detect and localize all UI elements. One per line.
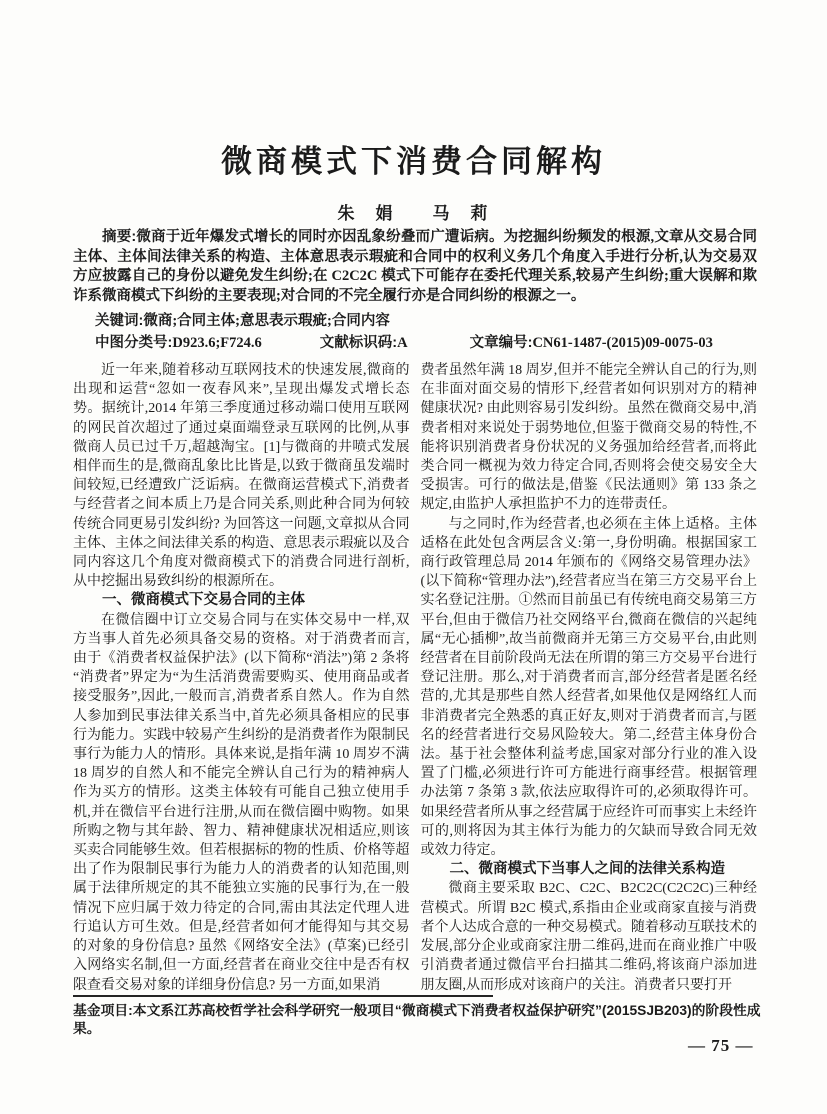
section-heading: 一、微商模式下交易合同的主体 <box>102 592 305 609</box>
page-number: — 75 — <box>688 1036 754 1055</box>
left-column <box>73 361 410 995</box>
keywords-text: 微商;合同主体;意思表示瑕疵;合同内容 <box>143 313 390 329</box>
section-heading: 二、微商模式下当事人之间的法律关系构造 <box>449 861 725 878</box>
body-paragraph: 近一年来,随着移动互联网技术的快速发展,微商的出现和运营“忽如一夜春风来”,呈现出爆发式增长态势。据统计,2014 年第三季度通过移动端口使用互联网的网民首次超过了通过桌面端登录互联网的比例,从事微商人员已过千万,超越淘宝。[1]与微商的井喷式发展相伴而生的是,微商乱象比比皆是,以致于微商虽发端时间较短,已经遭致广泛诟病。在微商运营模式下,消费者与经营者之间本质上乃是合同关系,则此种合同为何较传统合同更易引发纠纷? 为回答这一问题,文章拟从合同主体、主体之间法律关系的构造、意思表示瑕疵以及合同内容这几个角度对微商模式下的消费合同进行剖析,从中挖掘出易致纠纷的根源所在。 <box>73 363 410 590</box>
body-paragraph: 在微信圈中订立交易合同与在实体交易中一样,双方当事人首先必须具备交易的资格。对于消费者而言,由于《消费者权益保护法》(以下简称“消法”)第 2 条将“消费者”界定为“为生活消费需要购买、使用商品或者接受服务”,因此,一般而言,消费者系自然人。作为自然人参加到民事法律关系当中,首先必须具备相应的民事行为能力。实践中较易产生纠纷的是消费者作为限制民事行为能力人的情形。具体来说,是指年满 10 周岁不满 18 周岁的自然人和不能完全辨认自己行为的精神病人作为买方的情形。这类主体较有可能自己独立使用手机,并在微信平台进行注册,从而在微信圈中购物。如果所购之物与其年龄、智力、精神健康状况相适应,则该买卖合同能够生效。但若根据标的物的性质、价格等超出了作为限制民事行为能力人的消费者的认知范围,则属于法律所规定的其不能独立实施的民事行为,在一般情况下应归属于效力待定的合同,需由其法定代理人进行追认方可生效。但是,经营者如何才能得知与其交易的对象的身份信息? 虽然《网络安全法》(草案)已经引入网络实名制,但一方面,经营者在商业交往中是否有权限查看交易对象的详细身份信息? 另一方面,如果消 <box>73 612 410 993</box>
abstract-label: 摘要: <box>102 229 137 245</box>
abstract <box>73 228 757 306</box>
clc-number: 中图分类号:D923.6;F724.6 <box>95 335 262 351</box>
keywords <box>95 309 757 330</box>
footnote-divider <box>73 995 493 997</box>
body-paragraph: 与之同时,作为经营者,也必须在主体上适格。主体适格在此处包含两层含义:第一,身份明确。根据国家工商行政管理总局 2014 年颁布的《网络交易管理办法》(以下简称“管理办法”),经营者应当在第三方交易平台上实名登记注册。①然而目前虽已有传统电商交易第三方平台,但由于微信乃社交网络平台,微商在微信的兴起纯属“无心插柳”,故当前微商并无第三方交易平台,由此则经营者在目前阶段尚无法在所谓的第三方交易平台进行登记注册。那么,对于消费者而言,部分经营者是匿名经营的,尤其是那些自然人经营者,如果他仅是网络红人而非消费者完全熟悉的真正好友,则对于消费者而言,与匿名的经营者进行交易风险较大。第二,经营主体身份合法。基于社会整体利益考虑,国家对部分行业的准入设置了门槛,必须进行许可方能进行商事经营。根据管理办法第 7 条第 3 款,依法应取得许可的,必须取得许可。如果经营者所从事之经营属于应经许可而事实上未经许可的,则将因为其主体行为能力的欠缺而导致合同无效或效力待定。 <box>420 516 757 859</box>
article-number: 文章编号:CN61-1487-(2015)09-0075-03 <box>469 335 713 351</box>
keywords-label: 关键词: <box>95 313 144 329</box>
abstract-text: 微商于近年爆发式增长的同时亦因乱象纷叠而广遭诟病。为挖掘纠纷频发的根源,文章从交易合同主体、主体间法律关系的构造、主体意思表示瑕疵和合同中的权利义务几个角度入手进行分析,认为交易双方应披露自己的身份以避免发生纠纷;在 C2C2C 模式下可能存在委托代理关系,较易产生纠纷;重大误解和欺诈系微商模式下纠纷的主要表现;对合同的不完全履行亦是合同纠纷的根源之一。 <box>73 229 757 304</box>
right-column <box>421 361 758 995</box>
body-paragraph: 费者虽然年满 18 周岁,但并不能完全辨认自己的行为,则在非面对面交易的情形下,经营者如何识别对方的精神健康状况? 由此则容易引发纠纷。虽然在微商交易中,消费者相对来说处于弱势地位,但鉴于微商交易的特性,不能将识别消费者身份状况的义务强加给经营者,而将此类合同一概视为效力待定合同,否则将会使交易安全大受损害。可行的做法是,借鉴《民法通则》第 133 条之规定,由监护人承担监护不力的连带责任。 <box>420 363 757 513</box>
body-columns <box>73 361 757 995</box>
article-title: 微商模式下消费合同解构 <box>221 144 606 179</box>
authors: 朱 娟 马 莉 <box>337 204 490 223</box>
fund-note: 基金项目:本文系江苏高校哲学社会科学研究一般项目“微商模式下消费者权益保护研究”(2015SJB203)的阶段性成果。 <box>73 1003 761 1036</box>
classification-line <box>95 331 757 352</box>
body-paragraph: 微商主要采取 B2C、C2C、B2C2C(C2C2C)三种经营模式。所谓 B2C 模式,系指由企业或商家直接与消费者个人达成合意的一种交易模式。随着移动互联技术的发展,部分企业或商家注册二维码,进而在商业推广中吸引消费者通过微信平台扫描其二维码,将该商户添加进朋友圈,从而形成对该商户的关注。消费者只要打开 <box>420 881 757 993</box>
document-code: 文献标识码:A <box>319 335 408 351</box>
